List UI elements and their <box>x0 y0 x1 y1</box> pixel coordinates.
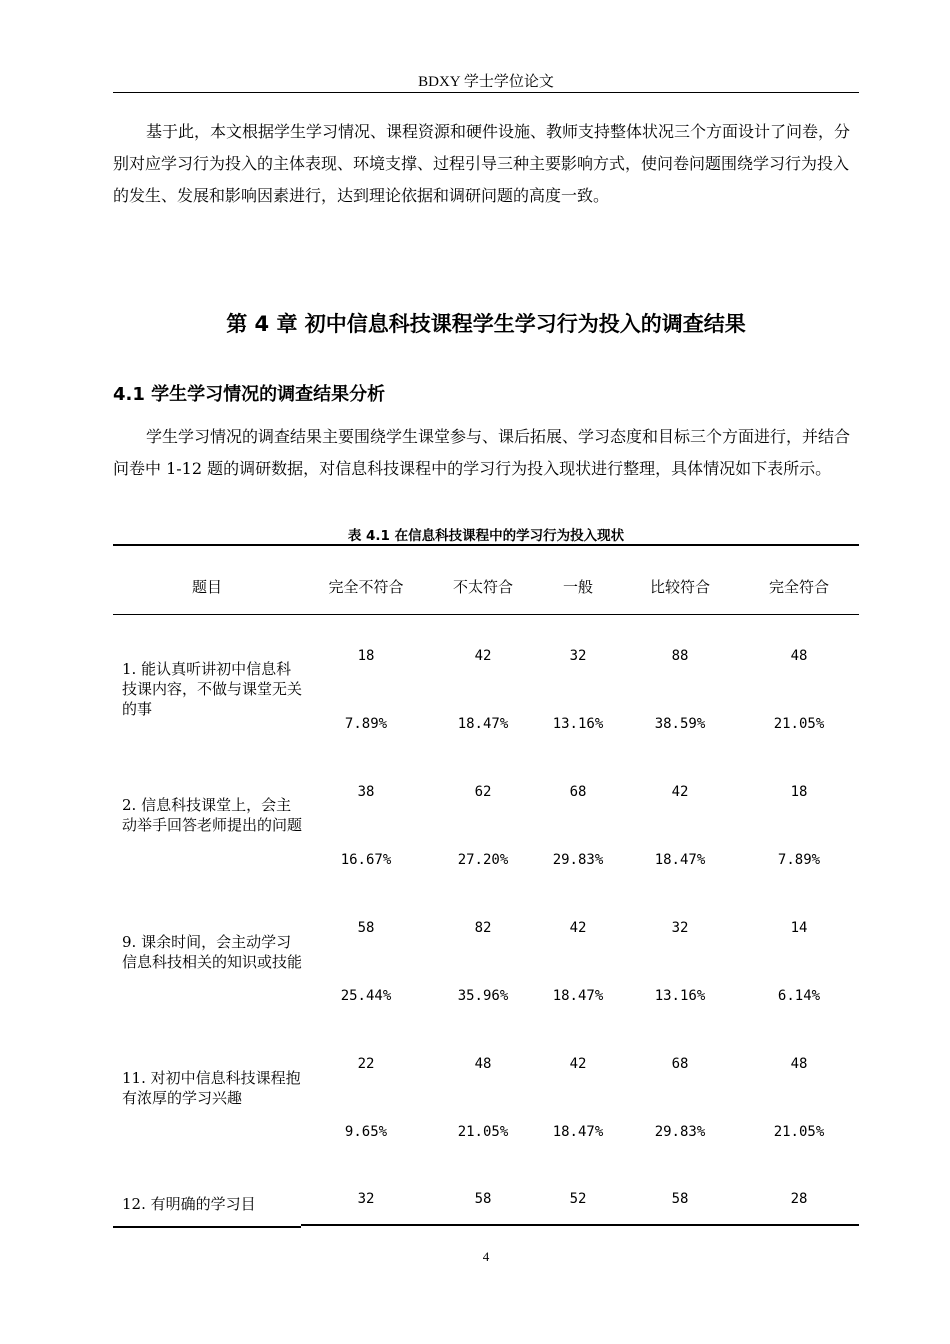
table-cell-percent: 6.14% <box>777 988 821 1004</box>
table-cell-count: 32 <box>357 1191 375 1207</box>
table-row-question: 1. 能认真听讲初中信息科技课内容，不做与课堂无关的事 <box>122 660 303 718</box>
table-header-rule <box>113 614 859 615</box>
header-question: 题目 <box>191 578 222 596</box>
header-col-3: 一般 <box>562 578 593 596</box>
header-col-4: 比较符合 <box>649 578 710 596</box>
intro-paragraph <box>113 116 859 212</box>
table-cell-percent: 16.67% <box>340 852 392 868</box>
table-caption: 表 4.1 在信息科技课程中的学习行为投入现状 <box>347 528 625 544</box>
table-cell-count: 32 <box>671 920 689 936</box>
page-number: 4 <box>482 1249 490 1264</box>
page-header: BDXY 学士学位论文 <box>418 74 554 90</box>
table-cell-count: 42 <box>474 648 492 664</box>
table-cell-count: 62 <box>474 784 492 800</box>
table-cell-percent: 21.05% <box>457 1124 509 1140</box>
table-bottom-rule-right <box>301 1224 859 1226</box>
table-top-rule <box>113 544 859 546</box>
table-cell-percent: 13.16% <box>552 716 604 732</box>
table-cell-count: 32 <box>569 648 587 664</box>
table-cell-count: 58 <box>357 920 375 936</box>
table-row-question: 2. 信息科技课堂上，会主动举手回答老师提出的问题 <box>122 796 303 834</box>
table-cell-percent: 7.89% <box>344 716 388 732</box>
table-cell-percent: 21.05% <box>773 1124 825 1140</box>
table-cell-percent: 35.96% <box>457 988 509 1004</box>
header-col-2: 不太符合 <box>452 578 513 596</box>
table-cell-percent: 27.20% <box>457 852 509 868</box>
table-bottom-rule-left <box>113 1226 301 1228</box>
table-cell-count: 52 <box>569 1191 587 1207</box>
table-cell-percent: 29.83% <box>654 1124 706 1140</box>
header-divider <box>113 92 859 93</box>
table-cell-count: 58 <box>671 1191 689 1207</box>
table-cell-percent: 7.89% <box>777 852 821 868</box>
table-row-question: 9. 课余时间，会主动学习信息科技相关的知识或技能 <box>122 933 303 971</box>
table-cell-count: 42 <box>569 1056 587 1072</box>
table-cell-count: 42 <box>569 920 587 936</box>
table-cell-count: 38 <box>357 784 375 800</box>
table-cell-count: 28 <box>790 1191 808 1207</box>
table-cell-percent: 18.47% <box>552 1124 604 1140</box>
table-cell-percent: 9.65% <box>344 1124 388 1140</box>
table-cell-percent: 18.47% <box>654 852 706 868</box>
table-cell-percent: 25.44% <box>340 988 392 1004</box>
table-cell-count: 48 <box>474 1056 492 1072</box>
header-col-5: 完全符合 <box>768 578 829 596</box>
section-paragraph <box>113 421 859 485</box>
table-cell-count: 82 <box>474 920 492 936</box>
table-cell-count: 14 <box>790 920 808 936</box>
section-text: 学生学习情况的调查结果主要围绕学生课堂参与、课后拓展、学习态度和目标三个方面进行，并结合问卷中 1-12 题的调研数据，对信息科技课程中的学习行为投入现状进行整理，具体情况如下表所示。 <box>113 427 851 478</box>
section-title: 4.1 学生学习情况的调查结果分析 <box>113 384 386 405</box>
table-cell-count: 18 <box>790 784 808 800</box>
header-col-1: 完全不符合 <box>328 578 404 596</box>
table-cell-percent: 38.59% <box>654 716 706 732</box>
chapter-title: 第 4 章 初中信息科技课程学生学习行为投入的调查结果 <box>226 312 746 336</box>
table-cell-count: 48 <box>790 1056 808 1072</box>
table-cell-percent: 21.05% <box>773 716 825 732</box>
table-cell-count: 18 <box>357 648 375 664</box>
table-cell-count: 88 <box>671 648 689 664</box>
table-cell-count: 48 <box>790 648 808 664</box>
table-cell-count: 22 <box>357 1056 375 1072</box>
table-cell-percent: 13.16% <box>654 988 706 1004</box>
table-cell-percent: 18.47% <box>552 988 604 1004</box>
table-cell-percent: 29.83% <box>552 852 604 868</box>
table-cell-count: 58 <box>474 1191 492 1207</box>
table-cell-count: 42 <box>671 784 689 800</box>
table-cell-percent: 18.47% <box>457 716 509 732</box>
table-cell-count: 68 <box>671 1056 689 1072</box>
intro-text: 基于此，本文根据学生学习情况、课程资源和硬件设施、教师支持整体状况三个方面设计了问卷，分别对应学习行为投入的主体表现、环境支撑、过程引导三种主要影响方式，使问卷问题围绕学习行为投入的发生、发展和影响因素进行，达到理论依据和调研问题的高度一致。 <box>113 122 851 205</box>
table-row-question: 12. 有明确的学习目 <box>122 1195 256 1213</box>
table-cell-count: 68 <box>569 784 587 800</box>
table-row-question: 11. 对初中信息科技课程抱有浓厚的学习兴趣 <box>122 1069 301 1107</box>
